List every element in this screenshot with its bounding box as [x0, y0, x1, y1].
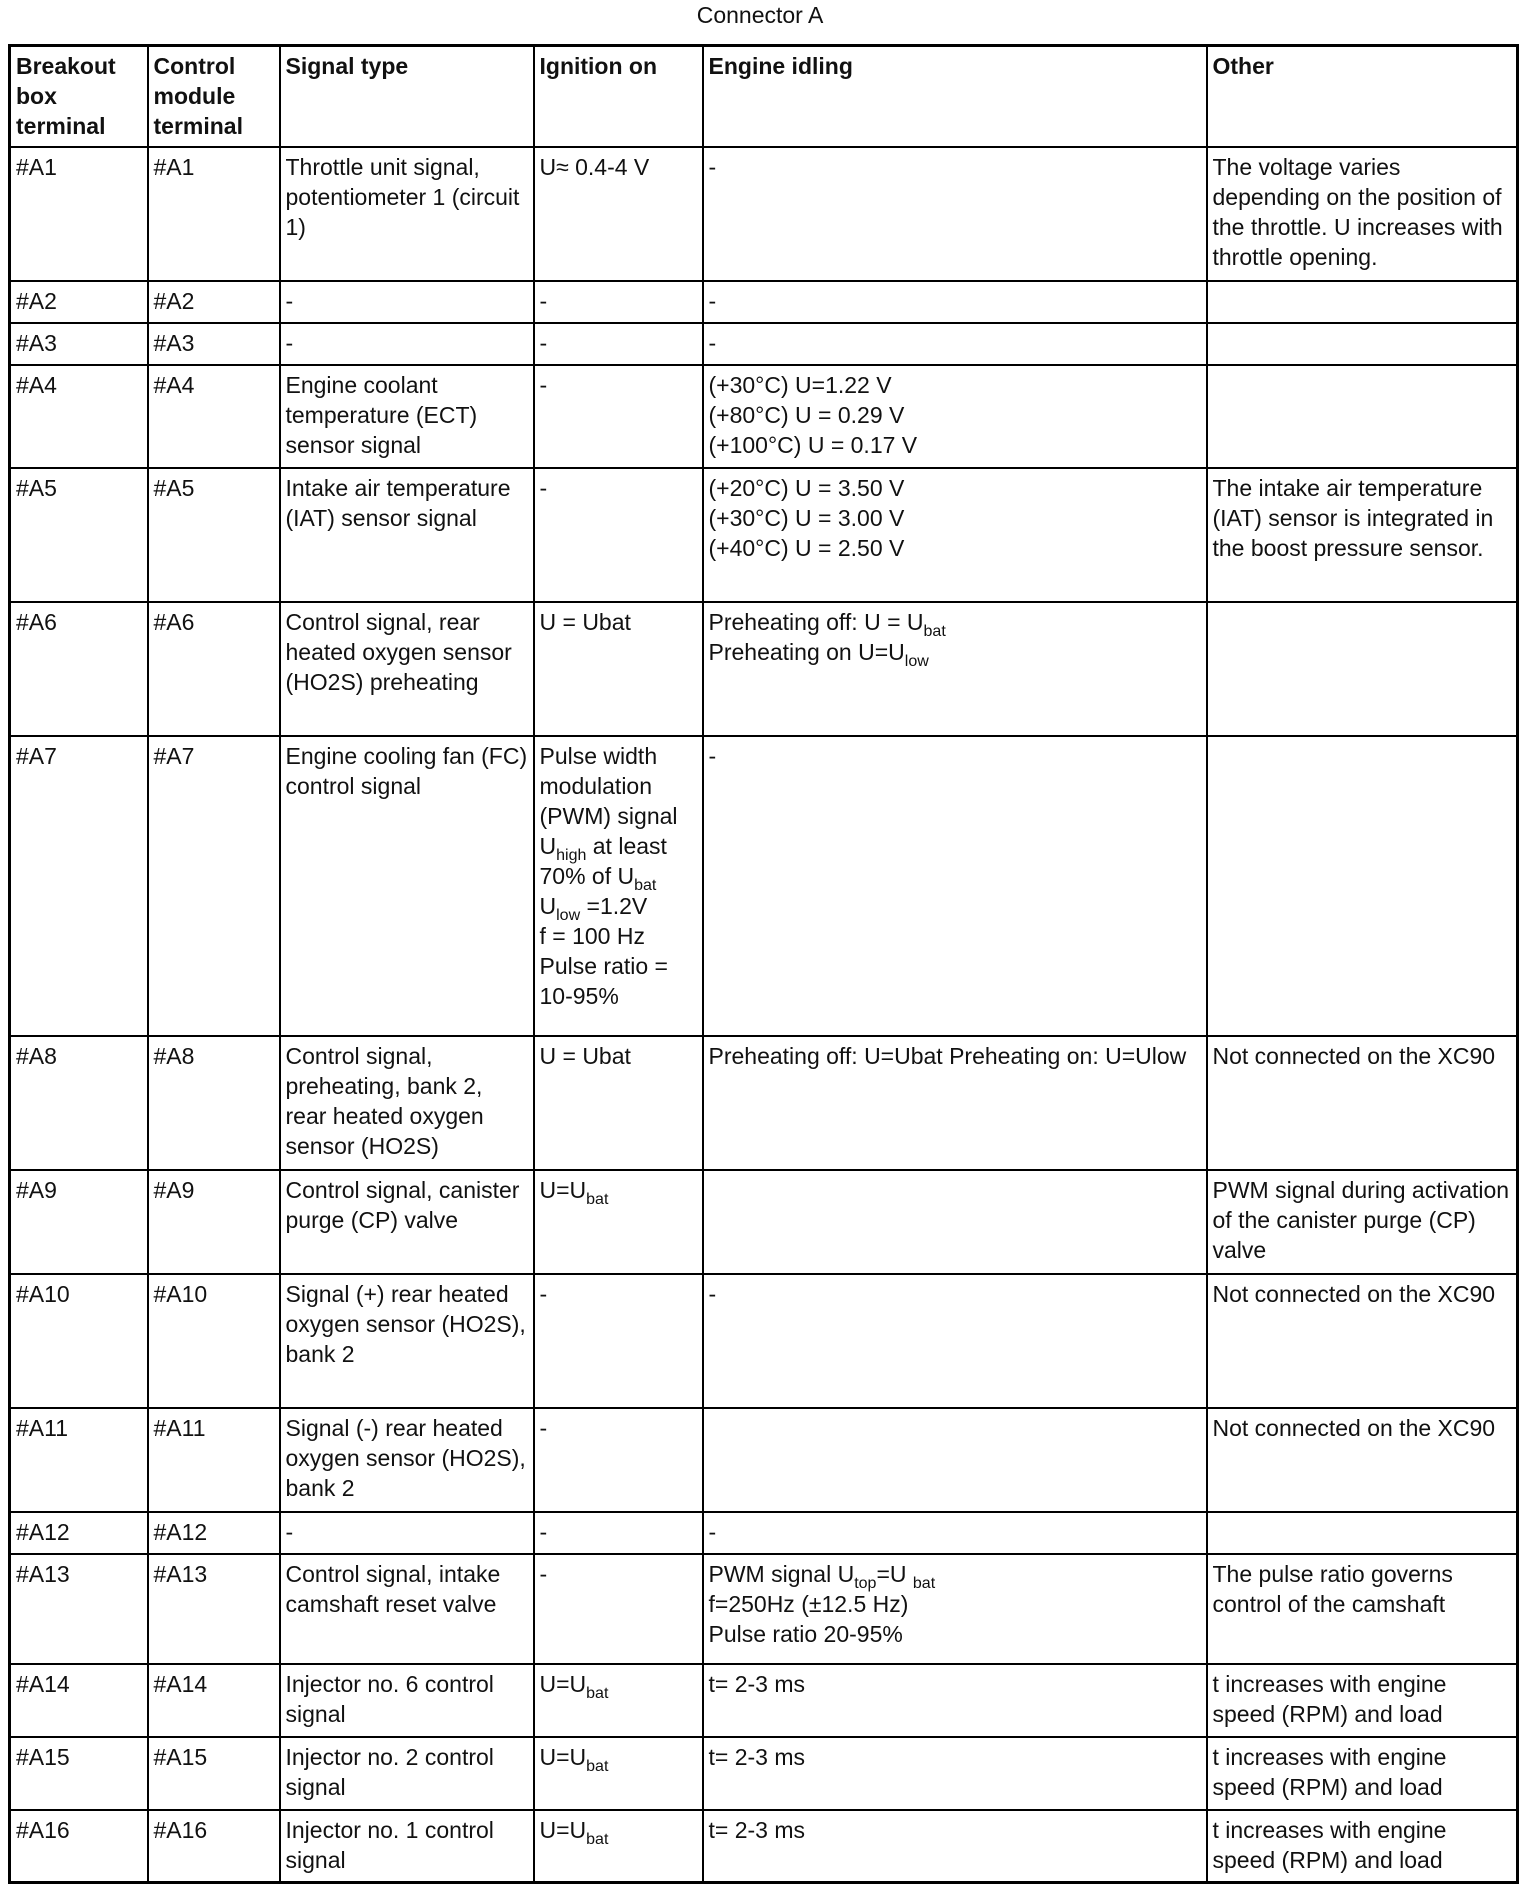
header-control-module-terminal: Control module terminal — [148, 46, 280, 147]
engine-idling-cell-line: - — [708, 742, 717, 769]
signal-type-cell: Intake air temperature (IAT) sensor signal — [280, 468, 534, 602]
control-module-terminal-cell: #A14 — [148, 1664, 280, 1737]
ignition-on-cell — [534, 323, 703, 365]
table-row — [10, 1274, 1518, 1408]
ignition-on-cell-line: Pulse ratio = — [539, 952, 668, 979]
ignition-on-cell-line: U = Ubat — [539, 608, 631, 635]
header-engine-idling: Engine idling — [703, 46, 1207, 147]
table-row — [10, 1737, 1518, 1810]
engine-idling-cell — [703, 1512, 1207, 1554]
signal-type-cell: - — [280, 1512, 534, 1554]
ignition-on-cell-line: $U_{low} =1.2V$ — [539, 892, 648, 924]
connector-a-table — [8, 44, 1519, 1884]
engine-idling-cell-line: Pulse ratio 20-95% — [708, 1620, 903, 1647]
engine-idling-cell — [703, 281, 1207, 323]
other-cell: The pulse ratio governs control of the camshaft — [1207, 1554, 1518, 1664]
table-row — [10, 1170, 1518, 1274]
ignition-on-cell-line: $U=U_{bat}$ — [539, 1743, 609, 1775]
engine-idling-cell-line: f=250Hz (±12.5 Hz) — [708, 1590, 909, 1617]
engine-idling-cell-line: t= 2-3 ms — [708, 1743, 806, 1770]
breakout-box-terminal-cell: #A2 — [10, 281, 148, 323]
control-module-terminal-cell: #A16 — [148, 1810, 280, 1883]
engine-idling-cell-line: - — [708, 153, 717, 180]
breakout-box-terminal-cell: #A9 — [10, 1170, 148, 1274]
breakout-box-terminal-cell: #A1 — [10, 147, 148, 281]
control-module-terminal-cell: #A3 — [148, 323, 280, 365]
breakout-box-terminal-cell: #A8 — [10, 1036, 148, 1170]
ignition-on-cell-line: - — [539, 1280, 548, 1307]
engine-idling-cell-line: - — [708, 329, 717, 356]
table-row — [10, 736, 1518, 1036]
breakout-box-terminal-cell: #A11 — [10, 1408, 148, 1512]
other-cell — [1207, 1512, 1518, 1554]
ignition-on-cell — [534, 1554, 703, 1664]
ignition-on-cell — [534, 1512, 703, 1554]
engine-idling-cell-line: t= 2-3 ms — [708, 1816, 806, 1843]
engine-idling-cell-line: PWM signal $U_{top}=U$ $_{bat}$ — [708, 1560, 936, 1592]
table-row — [10, 468, 1518, 602]
table-row — [10, 1664, 1518, 1737]
signal-type-cell: Engine cooling fan (FC) control signal — [280, 736, 534, 1036]
engine-idling-cell — [703, 1036, 1207, 1170]
signal-type-cell: Injector no. 2 control signal — [280, 1737, 534, 1810]
table-row — [10, 1408, 1518, 1512]
table-row — [10, 147, 1518, 281]
ignition-on-cell-line: - — [539, 371, 548, 398]
control-module-terminal-cell: #A7 — [148, 736, 280, 1036]
breakout-box-terminal-cell: #A16 — [10, 1810, 148, 1883]
engine-idling-cell — [703, 1664, 1207, 1737]
control-module-terminal-cell: #A5 — [148, 468, 280, 602]
control-module-terminal-cell: #A2 — [148, 281, 280, 323]
ignition-on-cell-line: Pulse width — [539, 742, 658, 769]
engine-idling-cell-line: - — [708, 287, 717, 314]
ignition-on-cell-line: U = Ubat — [539, 1042, 631, 1069]
ignition-on-cell — [534, 1036, 703, 1170]
ignition-on-cell — [534, 602, 703, 736]
table-row — [10, 323, 1518, 365]
other-cell: The intake air temperature (IAT) sensor is integrated in the boost pressure sensor. — [1207, 468, 1518, 602]
ignition-on-cell-line: $U=U_{bat}$ — [539, 1816, 609, 1848]
other-cell: PWM signal during activation of the canister purge (CP) valve — [1207, 1170, 1518, 1274]
table-row — [10, 365, 1518, 468]
ignition-on-cell-line: f = 100 Hz — [539, 922, 645, 949]
engine-idling-cell — [703, 1737, 1207, 1810]
breakout-box-terminal-cell: #A3 — [10, 323, 148, 365]
control-module-terminal-cell: #A4 — [148, 365, 280, 468]
header-row — [10, 46, 1518, 147]
breakout-box-terminal-cell: #A14 — [10, 1664, 148, 1737]
breakout-box-terminal-cell: #A5 — [10, 468, 148, 602]
engine-idling-cell-line: (+80°C) U = 0.29 V — [708, 401, 905, 428]
signal-type-cell: Signal (-) rear heated oxygen sensor (HO2S), bank 2 — [280, 1408, 534, 1512]
table-row — [10, 281, 1518, 323]
other-cell — [1207, 323, 1518, 365]
other-cell: Not connected on the XC90 — [1207, 1036, 1518, 1170]
breakout-box-terminal-cell: #A10 — [10, 1274, 148, 1408]
engine-idling-cell — [703, 1554, 1207, 1664]
ignition-on-cell — [534, 1408, 703, 1512]
ignition-on-cell — [534, 281, 703, 323]
signal-type-cell: Injector no. 1 control signal — [280, 1810, 534, 1883]
other-cell — [1207, 736, 1518, 1036]
signal-type-cell: Injector no. 6 control signal — [280, 1664, 534, 1737]
engine-idling-cell — [703, 365, 1207, 468]
signal-type-cell: - — [280, 323, 534, 365]
ignition-on-cell — [534, 147, 703, 281]
ignition-on-cell — [534, 365, 703, 468]
signal-type-cell: Control signal, rear heated oxygen sensor (HO2S) preheating — [280, 602, 534, 736]
other-cell: t increases with engine speed (RPM) and load — [1207, 1737, 1518, 1810]
control-module-terminal-cell: #A8 — [148, 1036, 280, 1170]
breakout-box-terminal-cell: #A4 — [10, 365, 148, 468]
ignition-on-cell-line: $U=U_{bat}$ — [539, 1670, 609, 1702]
breakout-box-terminal-cell: #A12 — [10, 1512, 148, 1554]
engine-idling-cell — [703, 602, 1207, 736]
control-module-terminal-cell: #A6 — [148, 602, 280, 736]
engine-idling-cell-line: (+30°C) U = 3.00 V — [708, 504, 905, 531]
engine-idling-cell — [703, 323, 1207, 365]
control-module-terminal-cell: #A15 — [148, 1737, 280, 1810]
signal-type-cell: Control signal, intake camshaft reset valve — [280, 1554, 534, 1664]
breakout-box-terminal-cell: #A7 — [10, 736, 148, 1036]
header-ignition-on: Ignition on — [534, 46, 703, 147]
header-breakout-box-terminal: Breakout box terminal — [10, 46, 148, 147]
engine-idling-cell-line: (+100°C) U = 0.17 V — [708, 431, 918, 458]
breakout-box-terminal-cell: #A6 — [10, 602, 148, 736]
engine-idling-cell — [703, 1170, 1207, 1274]
engine-idling-cell — [703, 736, 1207, 1036]
ignition-on-cell-line: - — [539, 287, 548, 314]
header-other: Other — [1207, 46, 1518, 147]
engine-idling-cell-line: (+20°C) U = 3.50 V — [708, 474, 905, 501]
engine-idling-cell-line: t= 2-3 ms — [708, 1670, 806, 1697]
engine-idling-cell-line: Preheating off: $U = U_{bat}$ — [708, 608, 946, 640]
ignition-on-cell — [534, 1664, 703, 1737]
table-row — [10, 1036, 1518, 1170]
engine-idling-cell-line: - — [708, 1518, 717, 1545]
other-cell: Not connected on the XC90 — [1207, 1408, 1518, 1512]
other-cell: The voltage varies depending on the position of the throttle. U increases with throttle opening. — [1207, 147, 1518, 281]
control-module-terminal-cell: #A9 — [148, 1170, 280, 1274]
engine-idling-cell-line: (+40°C) U = 2.50 V — [708, 534, 905, 561]
signal-type-cell: - — [280, 281, 534, 323]
ignition-on-cell-line: $U=U_{bat}$ — [539, 1176, 609, 1208]
table-row — [10, 602, 1518, 736]
ignition-on-cell — [534, 1274, 703, 1408]
signal-type-cell: Engine coolant temperature (ECT) sensor signal — [280, 365, 534, 468]
control-module-terminal-cell: #A10 — [148, 1274, 280, 1408]
ignition-on-cell-line: $U_{high}$ at least — [539, 832, 667, 864]
engine-idling-cell — [703, 468, 1207, 602]
ignition-on-cell — [534, 736, 703, 1036]
ignition-on-cell-line: U≈ 0.4-4 V — [539, 153, 650, 180]
other-cell: t increases with engine speed (RPM) and load — [1207, 1810, 1518, 1883]
other-cell: t increases with engine speed (RPM) and load — [1207, 1664, 1518, 1737]
ignition-on-cell-line: modulation — [539, 772, 653, 799]
engine-idling-cell-line: - — [708, 1280, 717, 1307]
control-module-terminal-cell: #A11 — [148, 1408, 280, 1512]
other-cell — [1207, 365, 1518, 468]
signal-type-cell: Control signal, canister purge (CP) valve — [280, 1170, 534, 1274]
connector-caption: Connector A — [696, 2, 824, 28]
ignition-on-cell-line: - — [539, 1414, 548, 1441]
breakout-box-terminal-cell: #A15 — [10, 1737, 148, 1810]
header-signal-type: Signal type — [280, 46, 534, 147]
ignition-on-cell-line: 10-95% — [539, 982, 619, 1009]
ignition-on-cell-line: - — [539, 329, 548, 356]
table-row — [10, 1554, 1518, 1664]
ignition-on-cell-line: 70% of $U_{bat}$ — [539, 862, 657, 894]
ignition-on-cell — [534, 1737, 703, 1810]
engine-idling-cell — [703, 1274, 1207, 1408]
ignition-on-cell — [534, 468, 703, 602]
engine-idling-cell — [703, 147, 1207, 281]
control-module-terminal-cell: #A13 — [148, 1554, 280, 1664]
engine-idling-cell-line: Preheating off: U=Ubat Preheating on: U=Ulow — [708, 1042, 1187, 1069]
signal-type-cell: Control signal, preheating, bank 2, rear heated oxygen sensor (HO2S) — [280, 1036, 534, 1170]
engine-idling-cell — [703, 1408, 1207, 1512]
ignition-on-cell-line: - — [539, 474, 548, 501]
other-cell — [1207, 281, 1518, 323]
signal-type-cell: Throttle unit signal, potentiometer 1 (circuit 1) — [280, 147, 534, 281]
table-row — [10, 1512, 1518, 1554]
control-module-terminal-cell: #A1 — [148, 147, 280, 281]
ignition-on-cell-line: - — [539, 1518, 548, 1545]
breakout-box-terminal-cell: #A13 — [10, 1554, 148, 1664]
ignition-on-cell — [534, 1170, 703, 1274]
engine-idling-cell-line: (+30°C) U=1.22 V — [708, 371, 892, 398]
engine-idling-cell-line: Preheating on $U=U_{low}$ — [708, 638, 929, 670]
ignition-on-cell-line: - — [539, 1560, 548, 1587]
ignition-on-cell-line: (PWM) signal — [539, 802, 678, 829]
other-cell — [1207, 602, 1518, 736]
signal-type-cell: Signal (+) rear heated oxygen sensor (HO2S), bank 2 — [280, 1274, 534, 1408]
control-module-terminal-cell: #A12 — [148, 1512, 280, 1554]
other-cell: Not connected on the XC90 — [1207, 1274, 1518, 1408]
